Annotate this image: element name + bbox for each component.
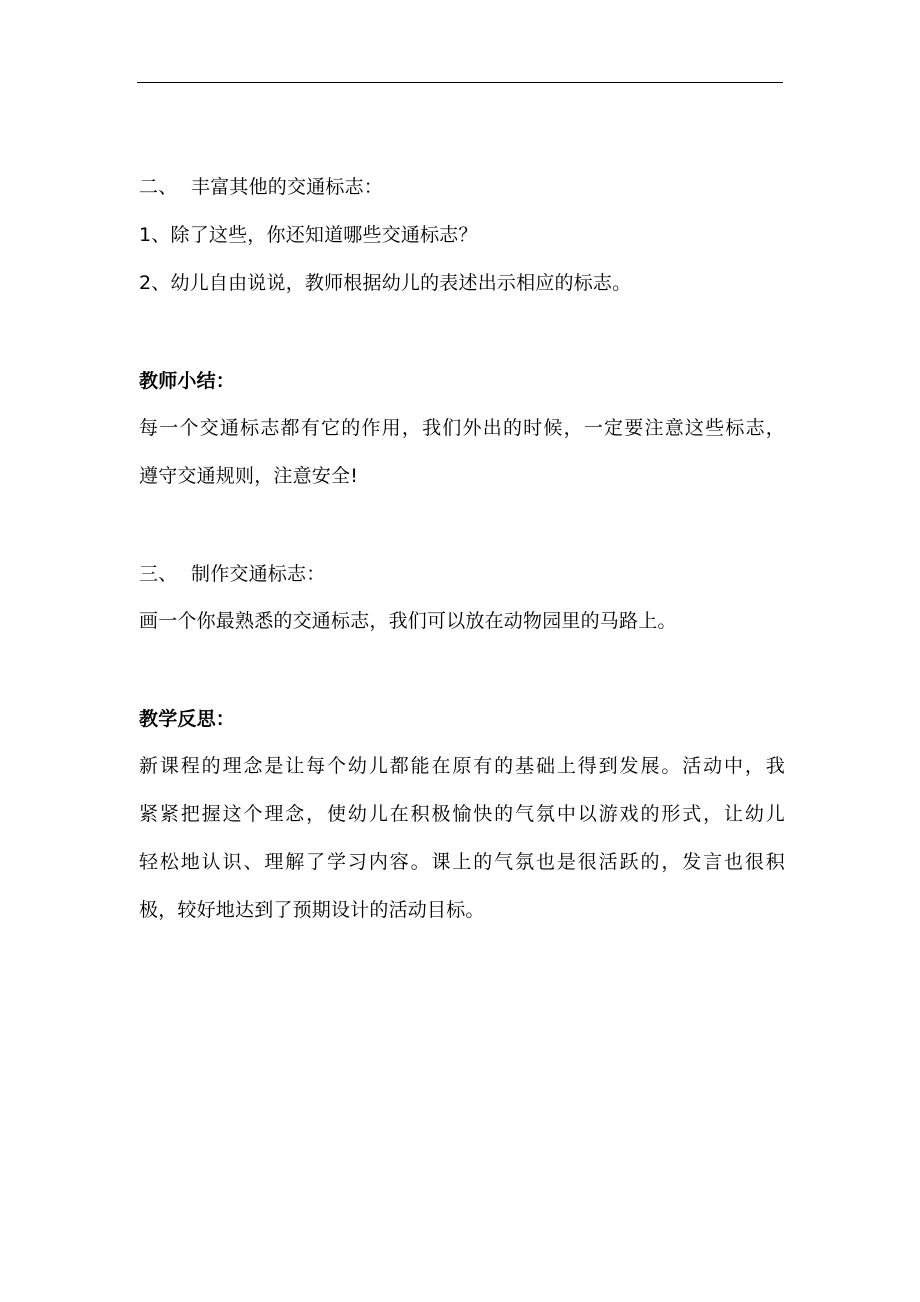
summary-line-1: 每一个交通标志都有它的作用，我们外出的时候，一定要注意这些标志， [139, 417, 785, 439]
section-3-number: 三、 [139, 563, 178, 585]
section-2-heading [139, 174, 383, 200]
section-2-item-2: 2、幼儿自由说说，教师根据幼儿的表述出示相应的标志。 [139, 272, 632, 294]
summary-line-2: 遵守交通规则，注意安全! [139, 465, 359, 487]
summary-heading: 教师小结： [139, 370, 236, 392]
reflection-line-3: 轻松地认识、理解了学习内容。课上的气氛也是很活跃的，发言也很积 [139, 851, 785, 873]
reflection-line-1: 新课程的理念是让每个幼儿都能在原有的基础上得到发展。活动中，我 [139, 755, 785, 777]
section-3-heading [139, 561, 325, 587]
section-2-item-1: 1、除了这些，你还知道哪些交通标志？ [139, 224, 478, 246]
header-rule [137, 82, 783, 83]
section-2-number: 二、 [139, 176, 178, 198]
reflection-heading: 教学反思： [139, 708, 236, 730]
reflection-line-4: 极，较好地达到了预期设计的活动目标。 [139, 899, 485, 921]
section-2-title: 丰富其他的交通标志： [191, 176, 384, 198]
section-3-body: 画一个你最熟悉的交通标志，我们可以放在动物园里的马路上。 [139, 610, 677, 632]
reflection-line-2: 紧紧把握这个理念，使幼儿在积极愉快的气氛中以游戏的形式，让幼儿 [139, 803, 785, 825]
section-3-title: 制作交通标志： [191, 563, 326, 585]
